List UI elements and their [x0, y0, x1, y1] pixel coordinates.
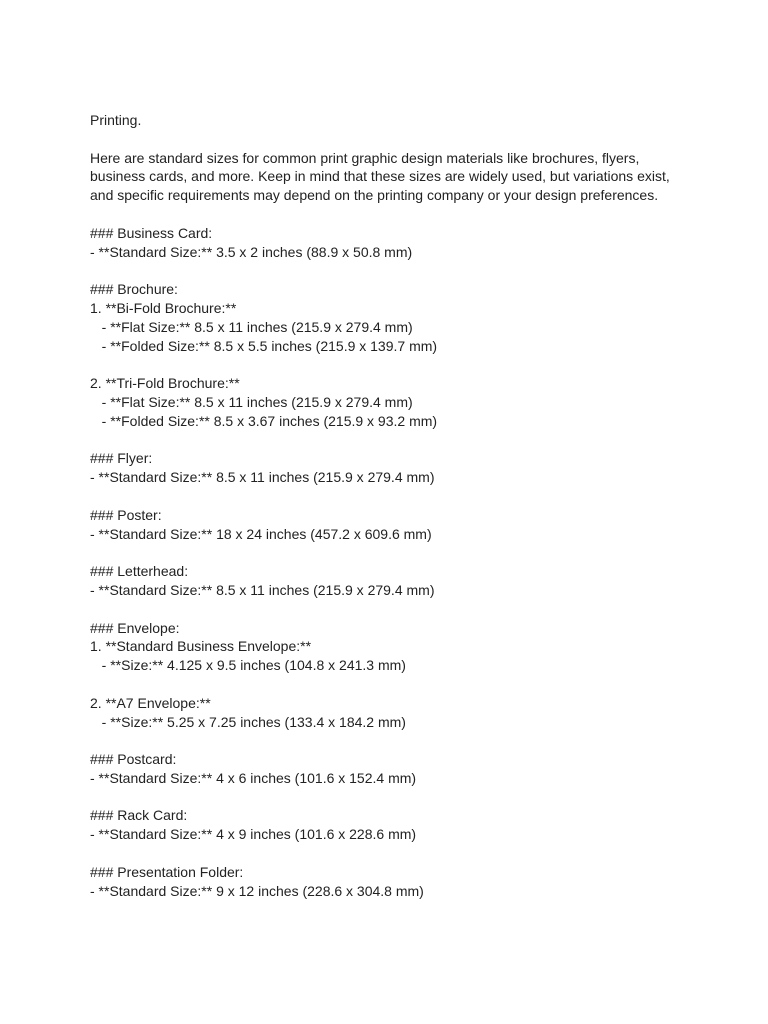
intro-line: business cards, and more. Keep in mind that these sizes are widely used, but variations exist, — [90, 168, 670, 185]
paragraph-gap — [90, 731, 730, 750]
section-line: - **Folded Size:** 8.5 x 3.67 inches (215.9 x 93.2 mm) — [90, 412, 438, 429]
section-heading-postcard: ### Postcard: — [90, 751, 177, 768]
section-line: - **Size:** 5.25 x 7.25 inches (133.4 x 184.2 mm) — [90, 713, 406, 730]
paragraph-gap — [90, 487, 730, 506]
intro-line: Here are standard sizes for common print graphic design materials like brochures, flyers, — [90, 149, 640, 166]
paragraph-gap — [90, 675, 730, 694]
section-line: - **Standard Size:** 9 x 12 inches (228.6 x 304.8 mm) — [90, 882, 424, 899]
section-heading-poster: ### Poster: — [90, 506, 162, 523]
paragraph-gap — [90, 205, 730, 224]
section-heading-brochure: ### Brochure: — [90, 281, 178, 298]
section-line: - **Standard Size:** 18 x 24 inches (457.2 x 609.6 mm) — [90, 525, 432, 542]
intro-line: and specific requirements may depend on the printing company or your design preferences. — [90, 187, 659, 204]
section-line: - **Flat Size:** 8.5 x 11 inches (215.9 x 279.4 mm) — [90, 318, 413, 335]
paragraph-gap — [90, 600, 730, 619]
section-heading-presentation-folder: ### Presentation Folder: — [90, 863, 244, 880]
section-heading-flyer: ### Flyer: — [90, 450, 153, 467]
paragraph-gap — [90, 788, 730, 807]
section-heading-business-card: ### Business Card: — [90, 224, 213, 241]
section-line: - **Standard Size:** 4 x 6 inches (101.6 x 152.4 mm) — [90, 769, 417, 786]
section-line: 1. **Standard Business Envelope:** — [90, 638, 312, 655]
section-heading-envelope: ### Envelope: — [90, 619, 180, 636]
paragraph-gap — [90, 844, 730, 863]
section-line: - **Size:** 4.125 x 9.5 inches (104.8 x 241.3 mm) — [90, 657, 406, 674]
section-heading-letterhead: ### Letterhead: — [90, 563, 189, 580]
paragraph-gap — [90, 431, 730, 450]
section-line: - **Flat Size:** 8.5 x 11 inches (215.9 x 279.4 mm) — [90, 393, 413, 410]
paragraph-gap — [90, 130, 730, 149]
section-line: - **Standard Size:** 3.5 x 2 inches (88.9 x 50.8 mm) — [90, 243, 413, 260]
document-title: Printing. — [90, 112, 142, 128]
document-page — [90, 111, 730, 900]
paragraph-gap — [90, 355, 730, 374]
section-line: - **Standard Size:** 8.5 x 11 inches (215.9 x 279.4 mm) — [90, 469, 435, 486]
section-line: 2. **Tri-Fold Brochure:** — [90, 375, 240, 392]
section-line: - **Standard Size:** 8.5 x 11 inches (215.9 x 279.4 mm) — [90, 581, 435, 598]
section-line: 1. **Bi-Fold Brochure:** — [90, 299, 237, 316]
section-line: 2. **A7 Envelope:** — [90, 694, 211, 711]
section-heading-rack-card: ### Rack Card: — [90, 807, 188, 824]
paragraph-gap — [90, 261, 730, 280]
section-line: - **Folded Size:** 8.5 x 5.5 inches (215.9 x 139.7 mm) — [90, 337, 438, 354]
paragraph-gap — [90, 543, 730, 562]
section-line: - **Standard Size:** 4 x 9 inches (101.6 x 228.6 mm) — [90, 826, 417, 843]
